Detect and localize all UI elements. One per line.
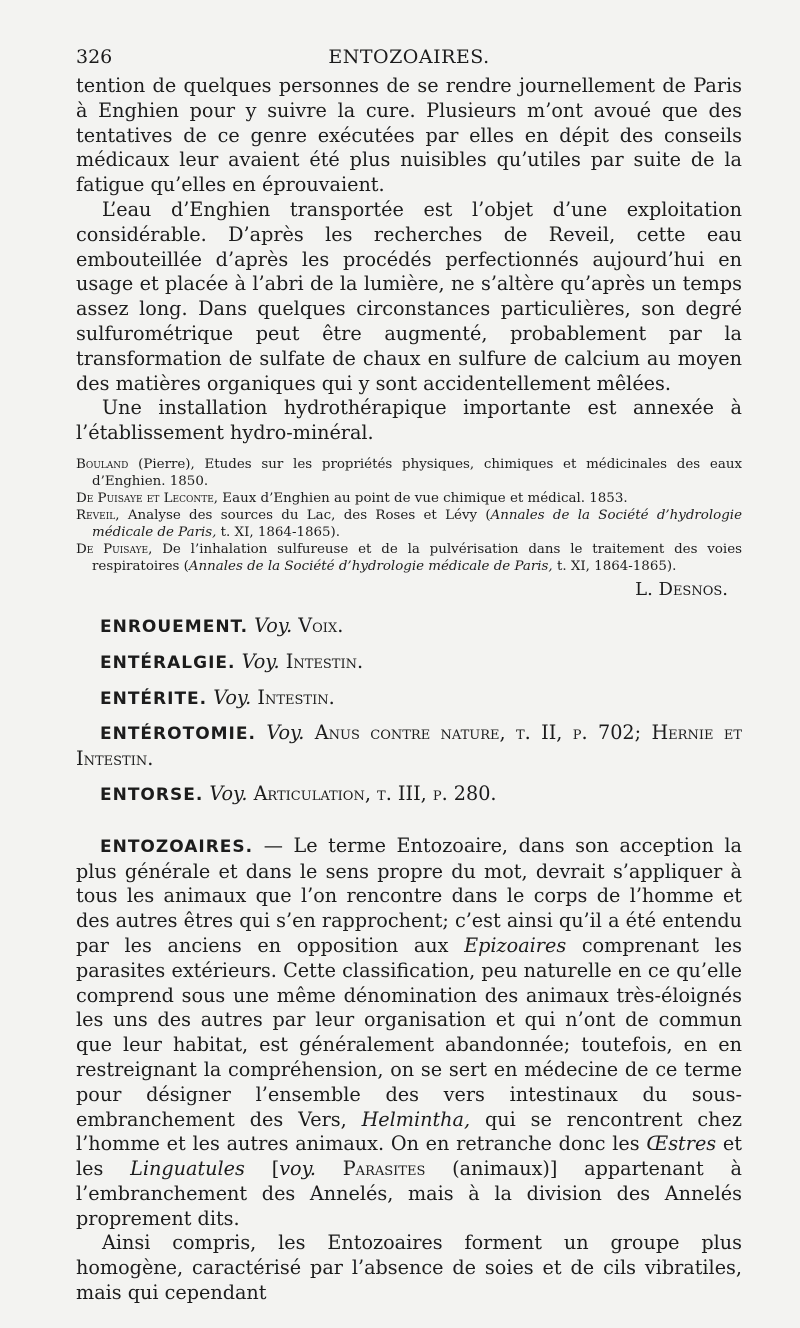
entry-headword: ENTÉRALGIE. xyxy=(100,652,236,673)
author-signature: L. Desnos. xyxy=(635,578,728,600)
page-number: 326 xyxy=(76,46,113,68)
bibliography-item: Reveil, Analyse des sources du Lac, des Roses et Lévy (Annales de la Société d’hydrologie médicale de Paris, t. XI, 1864-1865). xyxy=(76,507,742,540)
entry-headword: ENTOZOAIRES. xyxy=(100,836,254,857)
main-entry-paragraph: Ainsi compris, les Entozoaires forment un groupe plus homogène, caractérisé par l’absence de soies et de cils vibratiles, mais qui cependant xyxy=(76,1231,742,1305)
entry-headword: ENTÉRITE. xyxy=(100,688,208,709)
dictionary-entry: ENTÉROTOMIE. Voy. Anus contre nature, t. II, p. 702; Hernie et Intestin. xyxy=(76,721,742,771)
entry-headword: ENROUEMENT. xyxy=(100,616,249,637)
page xyxy=(76,46,742,1306)
bibliography-item: De Puisaye, De l’inhalation sulfureuse et de la pulvérisation dans le traitement des voies respiratoires (Annales de la Société d’hydrologie médicale de Paris, t. XI, 1864-1865). xyxy=(76,541,742,574)
page-header xyxy=(76,46,742,74)
paragraph: tention de quelques personnes de se rendre journellement de Paris à Enghien pour y suivre la cure. Plusieurs m’ont avoué que des tentatives de ce genre exécutées par elles en dépit des conseils médicaux leur avaient été plus nuisibles qu’utiles par suite de la fatigue qu’elles en éprouvaient. xyxy=(76,74,742,197)
entry-headword: ENTORSE. xyxy=(100,784,204,805)
bibliography xyxy=(76,456,742,575)
paragraph: Une installation hydrothérapique importante est annexée à l’établissement hydro-minéral. xyxy=(76,396,742,445)
dictionary-entry: ENTÉRALGIE. Voy. Intestin. xyxy=(76,650,742,676)
main-entry-paragraph: ENTOZOAIRES. — Le terme Entozoaire, dans son acception la plus générale et dans le sens propre du mot, devrait s’appliquer à tous les animaux que l’on rencontre dans le corps de l’homme et des autres êtres qui s’en rapprochent; c’est ainsi qu’il a été entendu par les anciens en opposition aux Epizoaires comprenant les parasites extérieurs. Cette classification, peu naturelle en ce qu’elle comprend sous une même dénomination des animaux très-éloignés les uns des autres par leur organisation et qui n’ont de commun que leur habitat, est généralement abandonnée; toutefois, en en restreignant la compréhension, on se sert en médecine de ce terme pour désigner l’ensemble des vers intestinaux du sous-embranchement des Vers, Helmintha, qui se rencontrent chez l’homme et les autres animaux. On en retranche donc les Œstres et les Linguatules [voy. Parasites (animaux)] appartenant à l’embranchement des Annelés, mais à la division des Annelés proprement dits. xyxy=(76,833,742,1230)
paragraph: L’eau d’Enghien transportée est l’objet d’une exploitation considérable. D’après les recherches de Reveil, cette eau embouteillée d’après les procédés perfectionnés aujourd’hui en usage et placée à l’abri de la lumière, ne s’altère qu’après un temps assez long. Dans quelques circonstances particulières, son degré sulfurométrique peut être augmenté, probablement par la transformation de sulfate de chaux en sulfure de calcium au moyen des matières organiques qui y sont accidentellement mêlées. xyxy=(76,197,742,395)
bibliography-item: De Puisaye et Leconte, Eaux d’Enghien au point de vue chimique et médical. 1853. xyxy=(76,490,628,506)
dictionary-entry: ENTORSE. Voy. Articulation, t. III, p. 280. xyxy=(76,782,742,808)
dictionary-entry: ENTÉRITE. Voy. Intestin. xyxy=(76,686,742,712)
bibliography-item: Bouland (Pierre), Etudes sur les propriétés physiques, chimiques et médicinales des eaux d’Enghien. 1850. xyxy=(76,456,742,489)
running-title: ENTOZOAIRES. xyxy=(328,46,490,68)
entry-headword: ENTÉROTOMIE. xyxy=(100,724,256,745)
dictionary-entry: ENROUEMENT. Voy. Voix. xyxy=(76,614,742,640)
